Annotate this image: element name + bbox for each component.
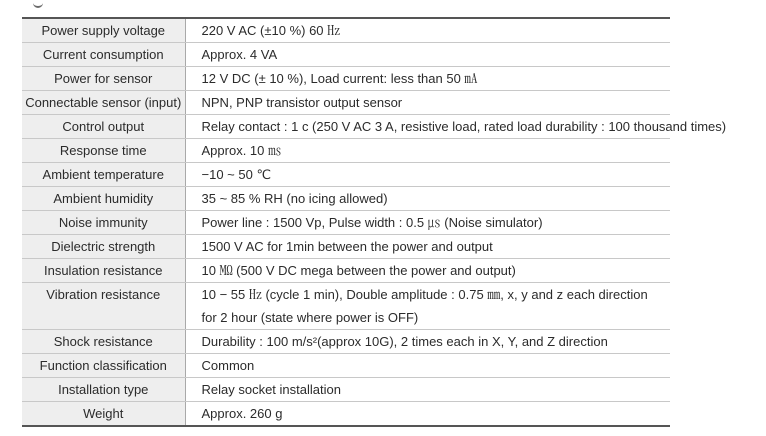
spec-label: Control output [22,115,185,139]
spec-label: Shock resistance [22,330,185,354]
spec-value: Durability : 100 m/s²(approx 10G), 2 times each in X, Y, and Z direction [185,330,670,354]
spec-label: Dielectric strength [22,235,185,259]
spec-value: 1500 V AC for 1min between the power and output [185,235,670,259]
spec-value-line-2: for 2 hour (state where power is OFF) [201,310,419,325]
spec-value: −10 ~ 50 ℃ [185,163,670,187]
spec-label: Power supply voltage [22,18,185,43]
spec-value: Approx. 260 g [185,402,670,427]
table-row [22,18,670,43]
table-row [22,91,670,115]
spec-value: 35 ~ 85 % RH (no icing allowed) [185,187,670,211]
table-row [22,330,670,354]
spec-value: 220 V AC (±10 %) 60 ㎐ [185,18,670,43]
spec-value: 10 ㏁ (500 V DC mega between the power and output) [185,259,670,283]
table-row [22,187,670,211]
table-row [22,115,670,139]
table-row [22,259,670,283]
spec-value: Approx. 10 ㎳ [185,139,670,163]
table-row [22,283,670,330]
spec-value: Relay socket installation [185,378,670,402]
spec-label: Response time [22,139,185,163]
table-row [22,163,670,187]
spec-value-line-1: 10 − 55 ㎐ (cycle 1 min), Double amplitude : 0.75 ㎜, x, y and z each direction [201,287,648,302]
spec-label: Connectable sensor (input) [22,91,185,115]
spec-label: Installation type [22,378,185,402]
spec-value: Power line : 1500 Vp, Pulse width : 0.5 ㎲ (Noise simulator) [185,211,670,235]
spec-label: Ambient temperature [22,163,185,187]
spec-label: Weight [22,402,185,427]
spec-label: Current consumption [22,43,185,67]
spec-label: Vibration resistance [22,283,185,330]
table-row [22,139,670,163]
spec-label: Power for sensor [22,67,185,91]
spec-value: Relay contact : 1 c (250 V AC 3 A, resistive load, rated load durability : 100 thousand times) [185,115,670,139]
specifications-table [22,17,727,427]
spec-label: Ambient humidity [22,187,185,211]
spec-label: Insulation resistance [22,259,185,283]
spec-label: Function classification [22,354,185,378]
table-row [22,211,670,235]
table-row [22,378,670,402]
spec-value: 12 V DC (± 10 %), Load current: less than 50 ㎃ [185,67,670,91]
spec-value [185,283,670,330]
spec-value: NPN, PNP transistor output sensor [185,91,670,115]
table-row [22,402,670,427]
table-row [22,235,670,259]
heading-fragment [33,0,43,8]
table-row [22,43,670,67]
table-row [22,354,670,378]
spec-value: Common [185,354,670,378]
table-row [22,67,670,91]
spec-value: Approx. 4 VA [185,43,670,67]
spec-label: Noise immunity [22,211,185,235]
